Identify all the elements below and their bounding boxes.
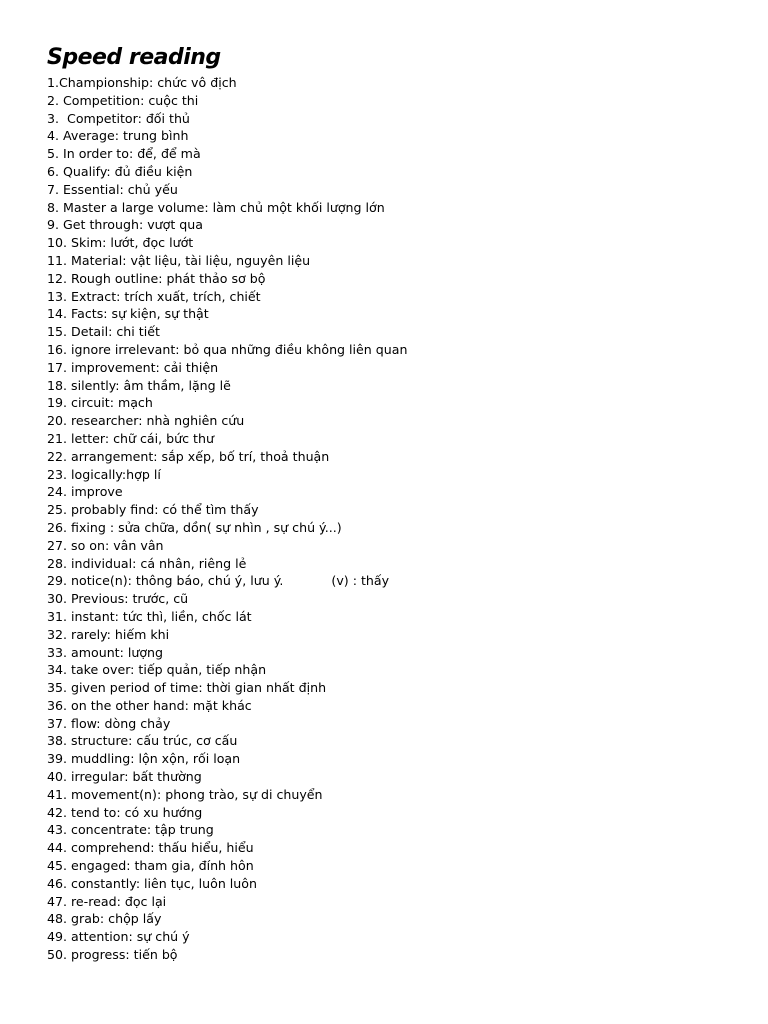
- list-item: 27. so on: vân vân: [47, 537, 164, 553]
- list-item: 35. given period of time: thời gian nhất định: [47, 680, 327, 696]
- list-item: 1.Championship: chức vô địch: [47, 75, 237, 90]
- list-item: 21. letter: chữ cái, bức thư: [47, 430, 214, 446]
- list-item: 23. logically:hợp lí: [47, 466, 161, 482]
- list-item: 5. In order to: để, để mà: [47, 146, 201, 162]
- list-item: 4. Average: trung bình: [47, 128, 189, 144]
- list-item: 34. take over: tiếp quản, tiếp nhận: [47, 662, 267, 678]
- list-item: 42. tend to: có xu hướng: [47, 804, 203, 820]
- list-item: 48. grab: chộp lấy: [47, 911, 162, 927]
- list-item: 17. improvement: cải thiện: [47, 359, 219, 375]
- list-item: 41. movement(n): phong trào, sự di chuyển: [47, 786, 323, 802]
- list-item: 26. fixing : sửa chữa, dồn( sự nhìn , sự chú ý...): [47, 519, 342, 535]
- vocabulary-list: [47, 74, 747, 964]
- list-item: 29. notice(n): thông báo, chú ý, lưu ý. (v) : thấy: [47, 573, 390, 589]
- list-item: 20. researcher: nhà nghiên cứu: [47, 413, 245, 429]
- list-item: 40. irregular: bất thường: [47, 769, 202, 785]
- list-item: 28. individual: cá nhân, riêng lẻ: [47, 555, 247, 571]
- list-item: 18. silently: âm thầm, lặng lẽ: [47, 377, 231, 393]
- list-item: 32. rarely: hiếm khi: [47, 626, 170, 642]
- list-item: 9. Get through: vượt qua: [47, 217, 203, 233]
- list-item: 45. engaged: tham gia, đính hôn: [47, 858, 254, 874]
- list-item: 38. structure: cấu trúc, cơ cấu: [47, 733, 238, 749]
- list-item: 33. amount: lượng: [47, 644, 164, 660]
- list-item: 2. Competition: cuộc thi: [47, 92, 199, 108]
- list-item: 49. attention: sự chú ý: [47, 929, 190, 945]
- list-item: 12. Rough outline: phát thảo sơ bộ: [47, 270, 266, 286]
- list-item: 3. Competitor: đối thủ: [47, 110, 190, 126]
- list-item: 36. on the other hand: mặt khác: [47, 697, 252, 713]
- list-item: 44. comprehend: thấu hiểu, hiểu: [47, 840, 254, 856]
- list-item: 22. arrangement: sắp xếp, bố trí, thoả thuận: [47, 448, 330, 464]
- list-item: 37. flow: dòng chảy: [47, 715, 171, 731]
- list-item: 24. improve: [47, 484, 123, 500]
- list-item: 11. Material: vật liệu, tài liệu, nguyên liệu: [47, 252, 311, 268]
- list-item: 15. Detail: chi tiết: [47, 324, 160, 340]
- list-item: 43. concentrate: tập trung: [47, 822, 214, 838]
- list-item: 10. Skim: lướt, đọc lướt: [47, 235, 194, 251]
- list-item: 30. Previous: trước, cũ: [47, 591, 189, 607]
- document-page: [47, 44, 747, 964]
- list-item: 47. re-read: đọc lại: [47, 893, 167, 909]
- list-item: 7. Essential: chủ yếu: [47, 181, 178, 197]
- list-item: 16. ignore irrelevant: bỏ qua những điều không liên quan: [47, 341, 408, 357]
- page-title: Speed reading: [47, 45, 221, 70]
- list-item: 14. Facts: sự kiện, sự thật: [47, 306, 209, 322]
- list-item: 50. progress: tiến bộ: [47, 947, 178, 963]
- list-item: 13. Extract: trích xuất, trích, chiết: [47, 288, 261, 304]
- list-item: 46. constantly: liên tục, luôn luôn: [47, 875, 257, 891]
- list-item: 19. circuit: mạch: [47, 395, 153, 411]
- list-item: 39. muddling: lộn xộn, rối loạn: [47, 751, 241, 767]
- list-item: 6. Qualify: đủ điều kiện: [47, 163, 193, 179]
- list-item: 8. Master a large volume: làm chủ một khối lượng lớn: [47, 199, 385, 215]
- list-item: 31. instant: tức thì, liền, chốc lát: [47, 608, 252, 624]
- list-item: 25. probably find: có thể tìm thấy: [47, 502, 259, 518]
